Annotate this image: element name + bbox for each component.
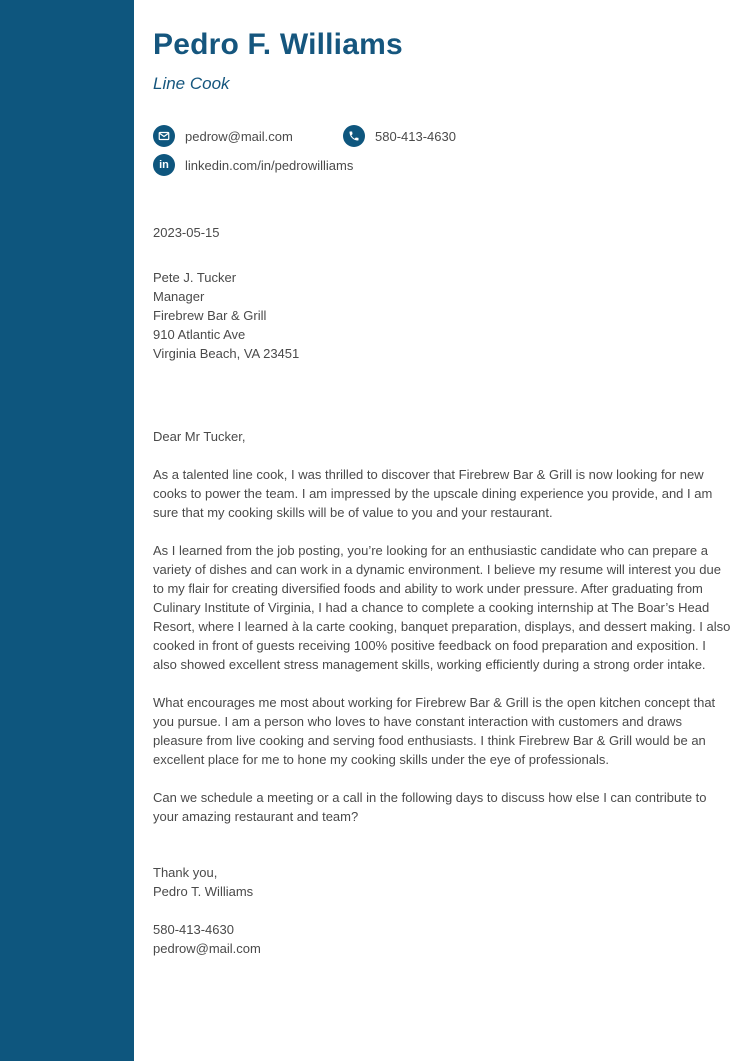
recipient-company: Firebrew Bar & Grill [153, 308, 267, 323]
envelope-icon [153, 125, 175, 147]
page-title: Pedro F. Williams [153, 28, 403, 61]
contact-linkedin [153, 154, 354, 176]
contact-phone-value: 580-413-4630 [375, 128, 456, 144]
sidebar-accent-stripe [0, 0, 134, 1061]
closing-block [153, 863, 733, 901]
signature-contact-block [153, 920, 733, 958]
signature-phone: 580-413-4630 [153, 922, 234, 937]
job-title: Line Cook [153, 74, 230, 93]
recipient-block [153, 268, 733, 363]
paragraph-call-to-action: Can we schedule a meeting or a call in the following days to discuss how else I can contribute to your amazing restaurant and team? [153, 790, 707, 824]
paragraph-intro: As a talented line cook, I was thrilled to discover that Firebrew Bar & Grill is now looking for new cooks to power the team. I am impressed by the upscale dining experience you provide, and I am sure that my cooking skills will be of value to you and your restaurant. [153, 467, 713, 520]
salutation: Dear Mr Tucker, [153, 429, 246, 444]
closing-signature: Pedro T. Williams [153, 884, 254, 899]
recipient-city: Virginia Beach, VA 23451 [153, 346, 300, 361]
letter-date: 2023-05-15 [153, 225, 220, 240]
letter-body [153, 427, 733, 958]
letter-content [153, 0, 733, 958]
paragraph-motivation: What encourages me most about working for Firebrew Bar & Grill is the open kitchen concept that you pursue. I am a person who loves to have constant interaction with customers and draws pleasure from live cooking and serving food enthusiasts. I think Firebrew Bar & Grill would be an excellent place for me to hone my cooking skills under the eye of professionals. [153, 695, 716, 767]
recipient-name: Pete J. Tucker [153, 270, 237, 285]
contact-email [153, 125, 343, 147]
contact-email-value: pedrow@mail.com [185, 128, 293, 144]
contact-phone [343, 125, 733, 147]
recipient-street: 910 Atlantic Ave [153, 327, 246, 342]
phone-icon [343, 125, 365, 147]
recipient-role: Manager [153, 289, 205, 304]
paragraph-experience: As I learned from the job posting, you’re looking for an enthusiastic candidate who can prepare a variety of dishes and can work in a dynamic environment. I believe my resume will interest you due to my flair for creating diversified foods and ability to work under pressure. After graduating from Culinary Institute of Virginia, I had a chance to complete a cooking internship at The Boar’s Head Resort, where I learned à la carte cooking, banquet preparation, displays, and dessert making. I also cooked in front of guests receiving 100% positive feedback on food preparation and exposition. I also showed excellent stress management skills, working efficiently during a strong order intake. [153, 543, 731, 672]
contact-linkedin-value: linkedin.com/in/pedrowilliams [185, 157, 354, 173]
contact-list [153, 125, 733, 176]
closing-phrase: Thank you, [153, 865, 218, 880]
signature-email: pedrow@mail.com [153, 941, 261, 956]
linkedin-icon: in [153, 154, 175, 176]
